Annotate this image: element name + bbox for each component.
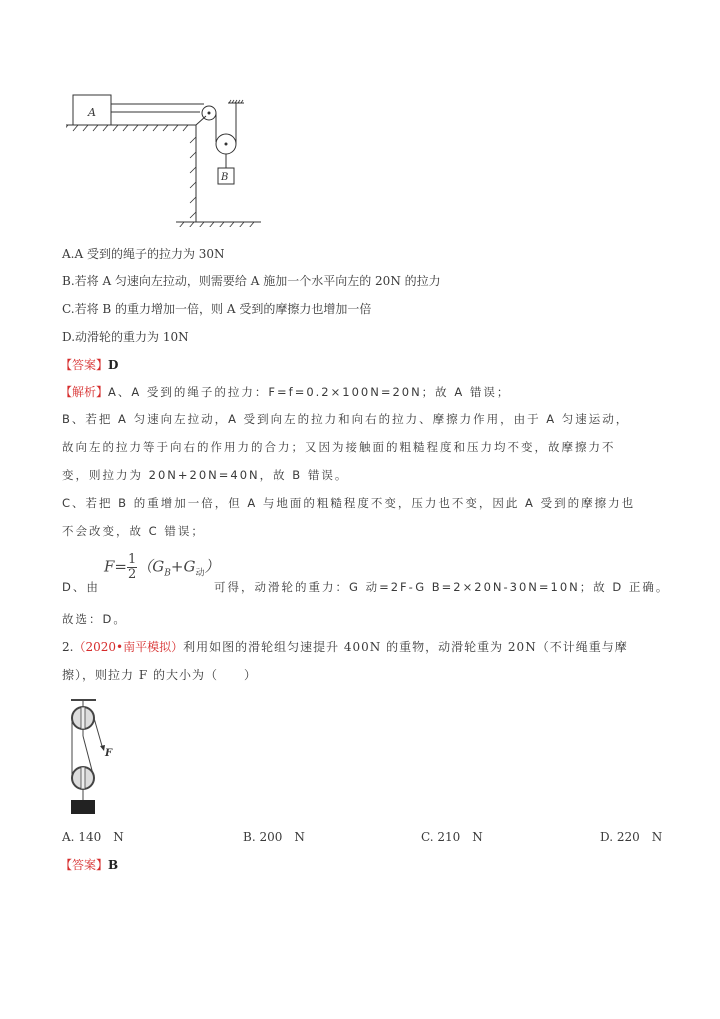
q1-option-b [62, 273, 441, 289]
option-letter: A. [62, 247, 75, 261]
numerator: 1 [127, 552, 137, 567]
formula-body: （G [137, 557, 165, 576]
answer-value: D [108, 358, 119, 372]
option-letter: D. [600, 830, 614, 844]
denominator: 2 [127, 567, 137, 582]
figure-pulley-block [68, 696, 128, 816]
option-text: A 受到的绳子的拉力为 30N [74, 247, 225, 261]
q2-option-d [600, 829, 662, 845]
q1-analysis-c2: 不会改变，故 C 错误； [62, 524, 205, 538]
option-text: 220 N [616, 830, 663, 844]
fraction [127, 553, 137, 582]
q2-option-a [62, 829, 124, 845]
figure-pulley-table [66, 92, 276, 227]
option-text: 若将 A 匀速向左拉动，则需要给 A 施加一个水平向左的 20N 的拉力 [74, 274, 441, 288]
option-text: 140 N [78, 830, 124, 844]
q2-option-b [243, 829, 305, 845]
option-text: 200 N [259, 830, 305, 844]
subscript-b: B [164, 568, 171, 579]
analysis-text: A、A 受到的绳子的拉力：F=f=0.2×100N=20N；故 A 错误； [108, 385, 511, 399]
q1-analysis-b1: B、若把 A 匀速向左拉动，A 受到向左的拉力和向右的拉力、摩擦力作用，由于 A 匀速运动， [62, 412, 630, 426]
question-text: 利用如图的滑轮组匀速提升 400N 的重物，动滑轮重为 20N（不计绳重与摩 [183, 640, 628, 654]
analysis-tag: 【解析】 [60, 385, 109, 399]
q1-analysis-c1: C、若把 B 的重增加一倍，但 A 与地面的粗糙程度不变，压力也不变，因此 A 受到的摩擦力也 [62, 496, 636, 510]
q1-analysis-a [60, 384, 510, 400]
block-b-label: B [221, 172, 229, 183]
option-letter: A. [62, 830, 75, 844]
question-number: 2. [62, 640, 74, 654]
formula-lhs: F= [104, 557, 127, 576]
block-a-label: A [88, 106, 96, 119]
subscript-dong: 动 [195, 568, 205, 579]
answer-value: B [108, 858, 119, 872]
option-text: 210 N [437, 830, 483, 844]
question-source: （2020•南平模拟） [73, 640, 184, 654]
q2-stem-line1 [62, 639, 628, 655]
option-letter: B. [243, 830, 256, 844]
q1-conclusion: 故选：D。 [62, 612, 127, 626]
option-text: 若将 B 的重力增加一倍，则 A 受到的摩擦力也增加一倍 [74, 302, 372, 316]
formula [104, 553, 219, 582]
q2-answer [60, 857, 118, 873]
q1-analysis-b2: 故向左的拉力等于向右的作用力的合力；又因为接触面的粗糙程度和压力均不变，故摩擦力不 [62, 440, 616, 454]
option-text: 动滑轮的重力为 10N [75, 330, 189, 344]
option-letter: C. [62, 302, 75, 316]
q1-option-c [62, 301, 371, 317]
answer-tag: 【答案】 [60, 858, 109, 872]
q1-answer [60, 357, 118, 373]
weight-block [71, 800, 95, 814]
q1-option-d [62, 329, 189, 345]
analysis-text: 可得，动滑轮的重力：G 动=2F-G B=2×20N-30N=10N；故 D 正确。 [214, 580, 670, 594]
q1-option-a [62, 246, 225, 262]
option-letter: D. [62, 330, 76, 344]
q1-analysis-b3: 变，则拉力为 20N+20N=40N，故 B 错误。 [62, 468, 349, 482]
option-letter: C. [421, 830, 434, 844]
q2-option-c [421, 829, 483, 845]
answer-tag: 【答案】 [60, 358, 109, 372]
force-label-f: F [105, 748, 113, 759]
formula-plus: +G [170, 557, 196, 576]
option-letter: B. [62, 274, 75, 288]
formula-close: ） [204, 557, 220, 576]
analysis-text: D、由 [62, 580, 100, 594]
q2-stem-line2: 擦），则拉力 F 的大小为（ ） [62, 668, 257, 682]
